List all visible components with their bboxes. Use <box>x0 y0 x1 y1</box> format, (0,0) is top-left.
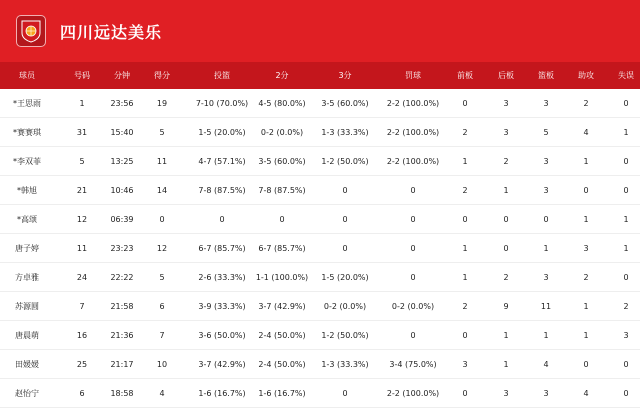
cell-minutes: 23:23 <box>110 244 134 253</box>
cell-off-reb: 3 <box>462 360 468 369</box>
cell-tov: 0 <box>623 157 629 166</box>
column-header-ast: 助攻 <box>578 71 594 80</box>
table-row <box>0 350 640 379</box>
cell-def-reb: 2 <box>503 273 509 282</box>
cell-minutes: 23:56 <box>110 99 134 108</box>
cell-off-reb: 1 <box>462 244 468 253</box>
cell-points: 19 <box>156 99 168 108</box>
cell-tov: 0 <box>623 186 629 195</box>
cell-minutes: 22:22 <box>110 273 134 282</box>
cell-reb: 0 <box>543 215 549 224</box>
cell-number: 24 <box>76 273 88 282</box>
cell-tov: 3 <box>623 331 629 340</box>
column-header-number: 号码 <box>74 71 90 80</box>
cell-three-pt: 1-3 (33.3%) <box>321 360 369 369</box>
column-header-two-pt: 2分 <box>275 71 289 80</box>
cell-def-reb: 3 <box>503 128 509 137</box>
cell-ft: 2-2 (100.0%) <box>386 128 440 137</box>
column-header-player: 球员 <box>19 71 35 80</box>
cell-points: 4 <box>159 389 165 398</box>
cell-three-pt: 3-5 (60.0%) <box>321 99 369 108</box>
cell-three-pt: 0 <box>342 186 348 195</box>
cell-two-pt: 3-7 (42.9%) <box>258 302 306 311</box>
cell-three-pt: 1-2 (50.0%) <box>321 157 369 166</box>
cell-def-reb: 3 <box>503 389 509 398</box>
cell-number: 11 <box>76 244 88 253</box>
cell-ast: 2 <box>583 99 589 108</box>
cell-player: *李双菲 <box>13 157 41 166</box>
team-logo-icon <box>16 15 46 47</box>
cell-player: *王思雨 <box>13 99 41 108</box>
table-row <box>0 234 640 263</box>
cell-three-pt: 0 <box>342 215 348 224</box>
cell-ft: 0 <box>410 215 416 224</box>
cell-two-pt: 6-7 (85.7%) <box>258 244 306 253</box>
cell-ft: 0 <box>410 244 416 253</box>
table-row <box>0 147 640 176</box>
cell-player: 唐子婷 <box>15 244 39 253</box>
cell-tov: 1 <box>623 244 629 253</box>
table-row <box>0 89 640 118</box>
cell-number: 1 <box>79 99 85 108</box>
cell-three-pt: 1-3 (33.3%) <box>321 128 369 137</box>
cell-player: 田媛媛 <box>15 360 39 369</box>
column-header-ft: 罚球 <box>405 71 421 80</box>
cell-tov: 0 <box>623 360 629 369</box>
cell-two-pt: 7-8 (87.5%) <box>258 186 306 195</box>
cell-two-pt: 4-5 (80.0%) <box>258 99 306 108</box>
cell-ft: 0 <box>410 186 416 195</box>
cell-minutes: 06:39 <box>110 215 134 224</box>
cell-ft: 0-2 (0.0%) <box>391 302 435 311</box>
cell-ast: 4 <box>583 389 589 398</box>
cell-minutes: 13:25 <box>110 157 134 166</box>
cell-def-reb: 1 <box>503 360 509 369</box>
cell-minutes: 10:46 <box>110 186 134 195</box>
team-header <box>0 0 640 62</box>
cell-tov: 0 <box>623 389 629 398</box>
cell-off-reb: 1 <box>462 157 468 166</box>
cell-three-pt: 0-2 (0.0%) <box>323 302 367 311</box>
cell-points: 5 <box>159 273 165 282</box>
cell-player: *赛赛琪 <box>13 128 41 137</box>
cell-player: 方卓雅 <box>15 273 39 282</box>
cell-reb: 3 <box>543 389 549 398</box>
table-row <box>0 263 640 292</box>
cell-ast: 4 <box>583 128 589 137</box>
cell-minutes: 21:17 <box>110 360 134 369</box>
cell-player: 苏源圆 <box>15 302 39 311</box>
cell-fg: 3-6 (50.0%) <box>198 331 246 340</box>
cell-ft: 2-2 (100.0%) <box>386 389 440 398</box>
cell-fg: 3-9 (33.3%) <box>198 302 246 311</box>
cell-points: 10 <box>156 360 168 369</box>
cell-fg: 4-7 (57.1%) <box>198 157 246 166</box>
cell-three-pt: 1-2 (50.0%) <box>321 331 369 340</box>
cell-player: *高颂 <box>17 215 37 224</box>
cell-player: *韩旭 <box>17 186 37 195</box>
cell-off-reb: 0 <box>462 99 468 108</box>
cell-ast: 0 <box>583 186 589 195</box>
cell-number: 31 <box>76 128 88 137</box>
cell-fg: 2-6 (33.3%) <box>198 273 246 282</box>
cell-reb: 3 <box>543 157 549 166</box>
cell-ft: 2-2 (100.0%) <box>386 99 440 108</box>
stats-table-header <box>0 62 640 89</box>
cell-ast: 1 <box>583 215 589 224</box>
table-row <box>0 292 640 321</box>
cell-three-pt: 0 <box>342 244 348 253</box>
cell-two-pt: 3-5 (60.0%) <box>258 157 306 166</box>
cell-def-reb: 9 <box>503 302 509 311</box>
table-row <box>0 118 640 147</box>
table-row <box>0 176 640 205</box>
cell-ast: 1 <box>583 331 589 340</box>
cell-points: 6 <box>159 302 165 311</box>
column-header-fg: 投篮 <box>214 71 230 80</box>
cell-minutes: 21:36 <box>110 331 134 340</box>
cell-ft: 3-4 (75.0%) <box>389 360 437 369</box>
cell-fg: 7-10 (70.0%) <box>195 99 249 108</box>
cell-fg: 7-8 (87.5%) <box>198 186 246 195</box>
cell-reb: 11 <box>540 302 552 311</box>
column-header-points: 得分 <box>154 71 170 80</box>
cell-tov: 1 <box>623 128 629 137</box>
column-header-three-pt: 3分 <box>338 71 352 80</box>
cell-two-pt: 0-2 (0.0%) <box>260 128 304 137</box>
cell-two-pt: 0 <box>279 215 285 224</box>
cell-fg: 6-7 (85.7%) <box>198 244 246 253</box>
cell-reb: 1 <box>543 331 549 340</box>
cell-points: 12 <box>156 244 168 253</box>
cell-fg: 1-6 (16.7%) <box>198 389 246 398</box>
team-title: 四川远达美乐 <box>60 22 163 42</box>
cell-def-reb: 1 <box>503 331 509 340</box>
cell-reb: 5 <box>543 128 549 137</box>
cell-two-pt: 1-1 (100.0%) <box>255 273 309 282</box>
cell-player: 唐晨萌 <box>15 331 39 340</box>
cell-def-reb: 0 <box>503 215 509 224</box>
cell-fg: 1-5 (20.0%) <box>198 128 246 137</box>
cell-minutes: 18:58 <box>110 389 134 398</box>
cell-off-reb: 0 <box>462 389 468 398</box>
cell-off-reb: 1 <box>462 273 468 282</box>
cell-reb: 3 <box>543 186 549 195</box>
cell-points: 5 <box>159 128 165 137</box>
cell-def-reb: 3 <box>503 99 509 108</box>
cell-off-reb: 2 <box>462 128 468 137</box>
column-header-off-reb: 前板 <box>457 71 473 80</box>
cell-number: 12 <box>76 215 88 224</box>
cell-minutes: 21:58 <box>110 302 134 311</box>
column-header-def-reb: 后板 <box>498 71 514 80</box>
cell-three-pt: 1-5 (20.0%) <box>321 273 369 282</box>
cell-player: 赵怡宁 <box>15 389 39 398</box>
cell-off-reb: 2 <box>462 302 468 311</box>
cell-number: 5 <box>79 157 85 166</box>
cell-reb: 4 <box>543 360 549 369</box>
cell-points: 7 <box>159 331 165 340</box>
cell-def-reb: 0 <box>503 244 509 253</box>
cell-number: 21 <box>76 186 88 195</box>
cell-reb: 3 <box>543 273 549 282</box>
cell-two-pt: 2-4 (50.0%) <box>258 331 306 340</box>
cell-ft: 0 <box>410 331 416 340</box>
cell-fg: 0 <box>219 215 225 224</box>
cell-tov: 0 <box>623 99 629 108</box>
cell-number: 25 <box>76 360 88 369</box>
cell-points: 11 <box>156 157 168 166</box>
table-row <box>0 379 640 408</box>
cell-two-pt: 1-6 (16.7%) <box>258 389 306 398</box>
cell-number: 7 <box>79 302 85 311</box>
cell-two-pt: 2-4 (50.0%) <box>258 360 306 369</box>
cell-ft: 0 <box>410 273 416 282</box>
cell-def-reb: 1 <box>503 186 509 195</box>
cell-number: 16 <box>76 331 88 340</box>
cell-tov: 1 <box>623 215 629 224</box>
cell-tov: 0 <box>623 273 629 282</box>
cell-ft: 2-2 (100.0%) <box>386 157 440 166</box>
cell-tov: 2 <box>623 302 629 311</box>
table-row <box>0 321 640 350</box>
cell-points: 0 <box>159 215 165 224</box>
cell-three-pt: 0 <box>342 389 348 398</box>
cell-ast: 1 <box>583 302 589 311</box>
cell-reb: 1 <box>543 244 549 253</box>
cell-ast: 1 <box>583 157 589 166</box>
cell-off-reb: 0 <box>462 215 468 224</box>
column-header-tov: 失误 <box>618 71 634 80</box>
column-header-reb: 篮板 <box>538 71 554 80</box>
cell-ast: 2 <box>583 273 589 282</box>
cell-ast: 0 <box>583 360 589 369</box>
column-header-minutes: 分钟 <box>114 71 130 80</box>
table-row <box>0 205 640 234</box>
cell-ast: 3 <box>583 244 589 253</box>
cell-number: 6 <box>79 389 85 398</box>
cell-off-reb: 0 <box>462 331 468 340</box>
cell-fg: 3-7 (42.9%) <box>198 360 246 369</box>
cell-minutes: 15:40 <box>110 128 134 137</box>
cell-off-reb: 2 <box>462 186 468 195</box>
cell-reb: 3 <box>543 99 549 108</box>
cell-def-reb: 2 <box>503 157 509 166</box>
cell-points: 14 <box>156 186 168 195</box>
